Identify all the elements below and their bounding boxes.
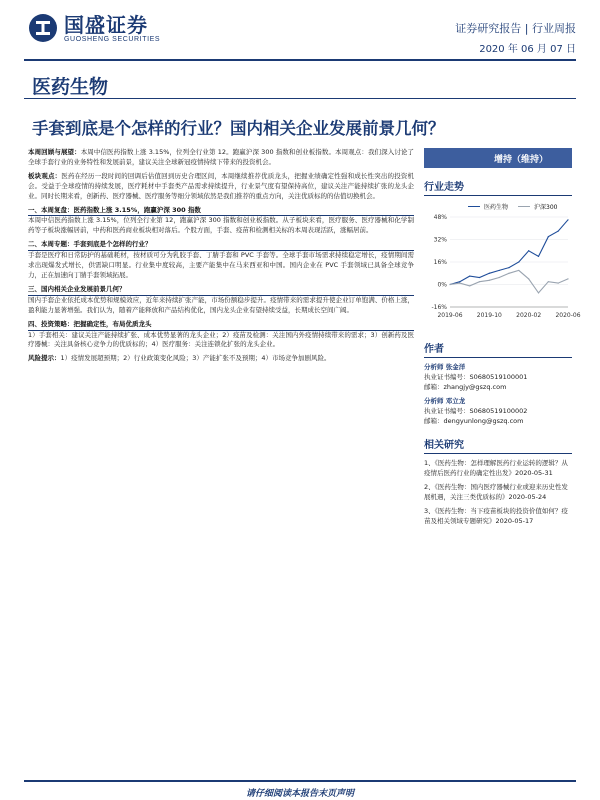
legend-label-2: 沪深300 [534, 204, 558, 211]
legend-swatch-2 [518, 206, 530, 208]
section-3-header [28, 285, 414, 296]
view-label: 板块观点： [28, 171, 62, 180]
related-list [424, 458, 572, 526]
section-4-text: 1）手套相关：建议关注产能持续扩张、成本优势显著的龙头企业；2）疫苗及检测：关注国内外疫情持续带来的需求；3）创新药及医疗器械：关注具备核心竞争力的优质标的；4）医疗服务：关注连锁化扩张的龙头企业。 [28, 330, 414, 349]
chart-legend [468, 202, 572, 211]
series-2-point [489, 280, 490, 281]
y-tick-label: -16% [431, 304, 447, 311]
logo-name-cn: 国盛证券 [64, 12, 148, 37]
related-title: 相关研究 [424, 436, 572, 454]
section-3-text: 国内手套企业依托成本优势和规模效应，近年来持续扩张产能，市场份额稳步提升。疫情带来的需求提升使企业订单饱满、价格上涨，盈利能力显著增强。我们认为，随着产能释放和产品结构优化，国内龙头企业有望持续受益，长期成长空间广阔。 [28, 295, 414, 314]
related-report-link[interactable]: 1、《医药生物：怎样理解医药行业运转的逻辑？从疫情后医药行业的确定性出发》2020-05-31 [424, 459, 568, 477]
series-1-point [558, 230, 559, 231]
series-1-point [479, 277, 480, 278]
analyst-cert: 执业证书编号：S0680519100001 [424, 373, 528, 381]
series-1-point [489, 273, 490, 274]
x-tick-label: 2019-06 [437, 312, 463, 319]
sidebar [424, 148, 581, 526]
section-2-title: 二、本周专题：手套到底是个怎样的行业？ [28, 240, 152, 249]
series-2-point [558, 282, 559, 283]
sector-divider [24, 98, 576, 99]
y-tick-label: 32% [433, 236, 447, 244]
series-1-point [499, 270, 500, 271]
section-2-text: 手套是医疗和日常防护的基础耗材，按材质可分为乳胶手套、丁腈手套和 PVC 手套等。全球手套市场需求持续稳定增长，疫情期间需求出现爆发式增长，供需缺口明显。行业集中度较高，主要产能集中在马来西亚和中国。国内企业在 PVC 手套领域已具备全球竞争力，正在加速向丁腈手套领域拓展。 [28, 251, 414, 279]
series-2-point [479, 281, 480, 282]
section-4-header [28, 320, 414, 331]
series-2-point [528, 278, 529, 279]
rating-badge: 增持（维持） [424, 148, 572, 168]
series-1-point [538, 256, 539, 257]
series-2-point [469, 285, 470, 286]
series-line-1 [450, 220, 568, 285]
header-divider [24, 59, 576, 61]
legend-label-1: 医药生物 [484, 204, 509, 211]
logo-name-en: GUOSHENG SECURITIES [64, 35, 161, 43]
legend-swatch-1 [468, 206, 480, 208]
analyst-cert: 执业证书编号：S0680519100002 [424, 407, 528, 415]
series-2-point [508, 273, 509, 274]
report-date: 2020 年 06 月 07 日 [479, 44, 576, 55]
author-title: 作者 [424, 340, 572, 358]
related-report-link[interactable]: 2、《医药生物：国内医疗器械行业或迎来历史性发展机遇，关注三类优质标的》2020-05-24 [424, 483, 568, 501]
analyst-entry [424, 396, 572, 426]
series-1-point [469, 275, 470, 276]
main-body [28, 148, 414, 364]
trend-chart [424, 211, 581, 326]
section-1-header [28, 206, 414, 217]
risk-text: 1）疫情发展超预期；2）行业政策变化风险；3）产能扩张不及预期；4）市场竞争加剧风险。 [60, 354, 331, 363]
section-1-text: 本周中信医药指数上涨 3.15%，位列全行业第 12，跑赢沪深 300 指数和创业板指数。从子板块来看，医疗服务、医疗器械和化学制药等子板块涨幅居前，中药和医药商业板块相对落后。个股方面，手套、疫苗和检测相关标的本周表现活跃，涨幅居前。 [28, 216, 414, 235]
x-tick-label: 2019-10 [476, 312, 502, 319]
series-2-point [548, 281, 549, 282]
analyst-email: 邮箱：dengyunlong@gszq.com [424, 417, 524, 425]
risk-paragraph [28, 354, 414, 364]
report-type: 证券研究报告 | 行业周报 [455, 22, 576, 35]
chart-title: 行业走势 [424, 178, 572, 196]
view-text: 医药在经历一段时间的回调后估值回到历史合理区间，本周继续推荐优质龙头，把握业绩确定性强和成长性突出的投资机会。受益于全球疫情的持续发展，医疗耗材中手套类产品需求持续提升，行业景气度有望保持高位，建议关注产能持续扩张的龙头企业。同时长期来看，创新药、医疗器械、医疗服务等细分领域依然是我们推荐的重点方向，关注优质标的的估值切换机会。 [28, 171, 415, 200]
section-2-header [28, 240, 414, 251]
series-1-point [518, 261, 519, 262]
section-3-title: 三、国内相关企业发展前景几何？ [28, 284, 126, 293]
footer-disclaimer: 请仔细阅读本报告末页声明 [24, 780, 576, 799]
series-2-point [459, 282, 460, 283]
section-4-title: 四、投资策略：把握确定性，布局优质龙头 [28, 319, 152, 328]
view-paragraph [28, 172, 414, 202]
y-tick-label: 16% [433, 259, 447, 266]
analyst-list [424, 362, 572, 426]
sector-title: 医药生物 [32, 76, 109, 98]
y-tick-label: 48% [433, 214, 447, 221]
series-2-point [567, 278, 568, 279]
y-tick-label: 0% [437, 281, 447, 289]
series-2-point [499, 277, 500, 278]
series-2-point [449, 284, 450, 285]
analyst-name: 张金洋 [445, 363, 466, 371]
analyst-email: 邮箱：zhangjy@gszq.com [424, 383, 507, 391]
series-1-point [528, 250, 529, 251]
series-1-point [459, 281, 460, 282]
section-1-title: 一、本周复盘：医药指数上涨 3.15%，跑赢沪深 300 指数 [28, 205, 201, 214]
company-logo [28, 13, 160, 43]
related-report-link[interactable]: 3、《医药生物：当下疫苗板块的投资价值如何？疫苗及相关领域专题研究》2020-05-17 [424, 507, 568, 525]
report-headline: 手套到底是个怎样的行业？国内相关企业发展前景几何？ [32, 119, 445, 138]
x-tick-label: 2020-02 [516, 312, 542, 319]
risk-label: 风险提示： [28, 354, 61, 363]
series-1-point [508, 267, 509, 268]
series-2-point [518, 270, 519, 271]
series-2-point [538, 292, 539, 293]
series-1-point [548, 236, 549, 237]
series-1-point [567, 219, 568, 220]
review-label: 本周回顾与展望： [28, 148, 81, 156]
analyst-entry [424, 362, 572, 392]
review-text: 本周中信医药指数上涨 3.15%，位列全行业第 12。跑赢沪深 300 指数和创业板指数。本周观点：我们深入讨论了全球手套行业的业务特性和发展前景，建议关注全球新冠疫情持续下带来的投资机会。 [28, 148, 414, 166]
review-paragraph [28, 148, 414, 168]
x-tick-label: 2020-06 [555, 312, 581, 319]
analyst-name: 邓立龙 [445, 397, 466, 405]
analyst-role: 分析师 [424, 397, 446, 405]
logo-emblem-icon [28, 13, 58, 43]
analyst-role: 分析师 [424, 363, 446, 371]
